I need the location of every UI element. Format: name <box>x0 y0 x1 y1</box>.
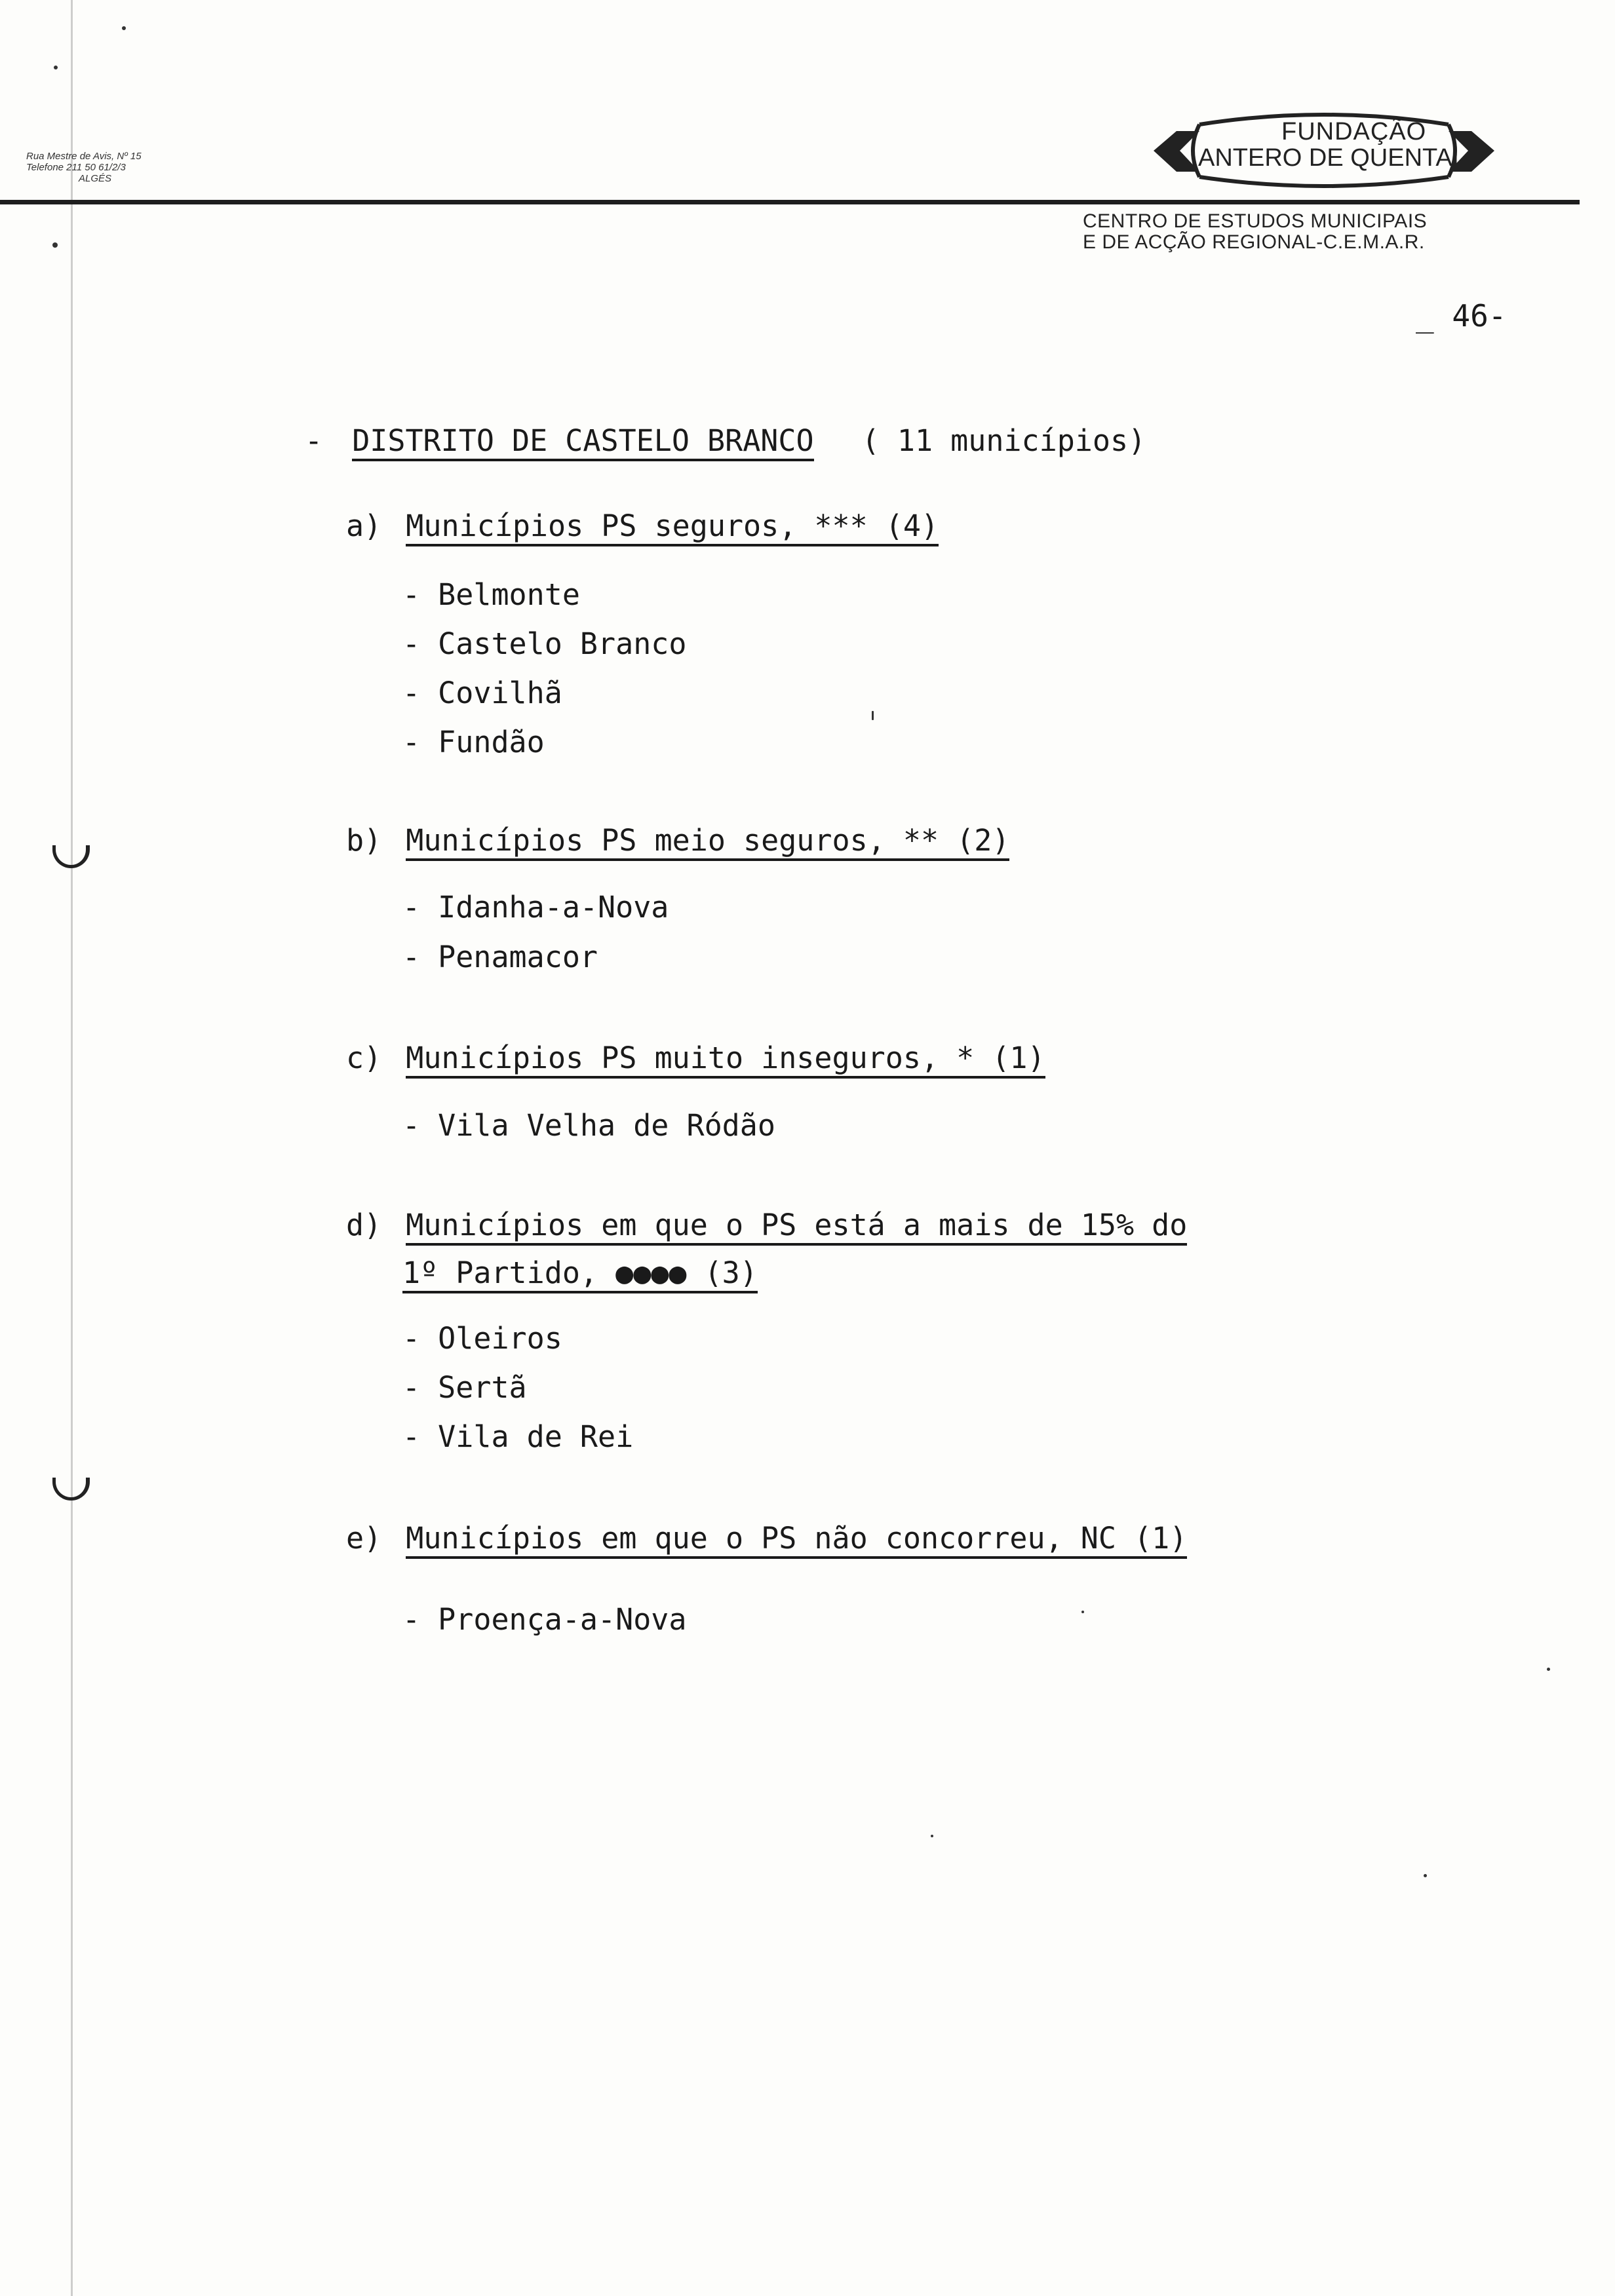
section-letter: e) <box>346 1521 382 1556</box>
section-title: Municípios PS muito inseguros, * (1) <box>406 1042 1045 1079</box>
section-letter: d) <box>346 1208 382 1242</box>
header-rule <box>0 200 1580 204</box>
section-letter: c) <box>346 1041 382 1075</box>
section-b-heading <box>346 824 1009 861</box>
district-heading <box>305 425 1146 461</box>
section-title: Municípios em que o PS está a mais de 15% do <box>406 1209 1187 1246</box>
section-d-heading-line2 <box>402 1257 758 1293</box>
section-a-heading <box>346 510 939 546</box>
municipality-item: - Belmonte <box>402 577 580 612</box>
address-line: ALGÉS <box>79 173 112 184</box>
district-count: ( 11 municípios) <box>861 423 1146 458</box>
punch-hole-mark <box>52 1478 90 1501</box>
scan-speck <box>931 1835 933 1837</box>
municipality-item: - Vila de Rei <box>402 1419 634 1454</box>
scan-speck <box>52 242 58 248</box>
scan-speck <box>1081 1611 1084 1613</box>
scan-speck <box>54 66 58 69</box>
district-title: DISTRITO DE CASTELO BRANCO <box>352 425 813 461</box>
section-c-heading <box>346 1042 1045 1079</box>
municipality-item: - Proença-a-Nova <box>402 1602 687 1637</box>
municipality-item: - Penamacor <box>402 940 598 974</box>
section-title: Municípios PS meio seguros, ** (2) <box>406 824 1009 861</box>
scan-speck <box>122 26 126 30</box>
section-e-heading <box>346 1522 1187 1559</box>
municipality-item: - Castelo Branco <box>402 626 687 661</box>
municipality-item: - Fundão <box>402 725 545 759</box>
section-title-continued: 1º Partido, ●●●● (3) <box>402 1257 758 1293</box>
logo-line2: ANTERO DE QUENTAL <box>1198 144 1466 172</box>
centro-line2: E DE ACÇÃO REGIONAL-C.E.M.A.R. <box>1083 231 1425 253</box>
address-line: Rua Mestre de Avis, Nº 15 <box>26 151 142 162</box>
centro-line1: CENTRO DE ESTUDOS MUNICIPAIS <box>1083 210 1428 232</box>
municipality-item: - Idanha-a-Nova <box>402 890 669 925</box>
scan-speck <box>872 711 874 720</box>
letterhead-address <box>26 151 142 184</box>
section-letter: b) <box>346 823 382 858</box>
section-title: Municípios em que o PS não concorreu, NC (1) <box>406 1522 1187 1559</box>
logo-line1: FUNDAÇÃO <box>1281 118 1427 145</box>
heading-dash: - <box>305 423 323 458</box>
municipality-item: - Covilhã <box>402 676 562 710</box>
address-line: Telefone 211 50 61/2/3 <box>26 162 126 173</box>
section-d-heading <box>346 1209 1187 1246</box>
centro-name <box>1083 211 1427 253</box>
punch-hole-mark <box>52 845 90 868</box>
municipality-item: - Vila Velha de Ródão <box>402 1108 775 1143</box>
municipality-item: - Sertã <box>402 1370 527 1405</box>
section-letter: a) <box>346 508 382 543</box>
binding-margin-line <box>71 0 73 2296</box>
scan-speck <box>1547 1668 1550 1671</box>
page-number: _ 46- <box>1416 298 1507 334</box>
municipality-item: - Oleiros <box>402 1321 562 1356</box>
scan-speck <box>1424 1874 1427 1877</box>
section-title: Municípios PS seguros, *** (4) <box>406 510 939 546</box>
